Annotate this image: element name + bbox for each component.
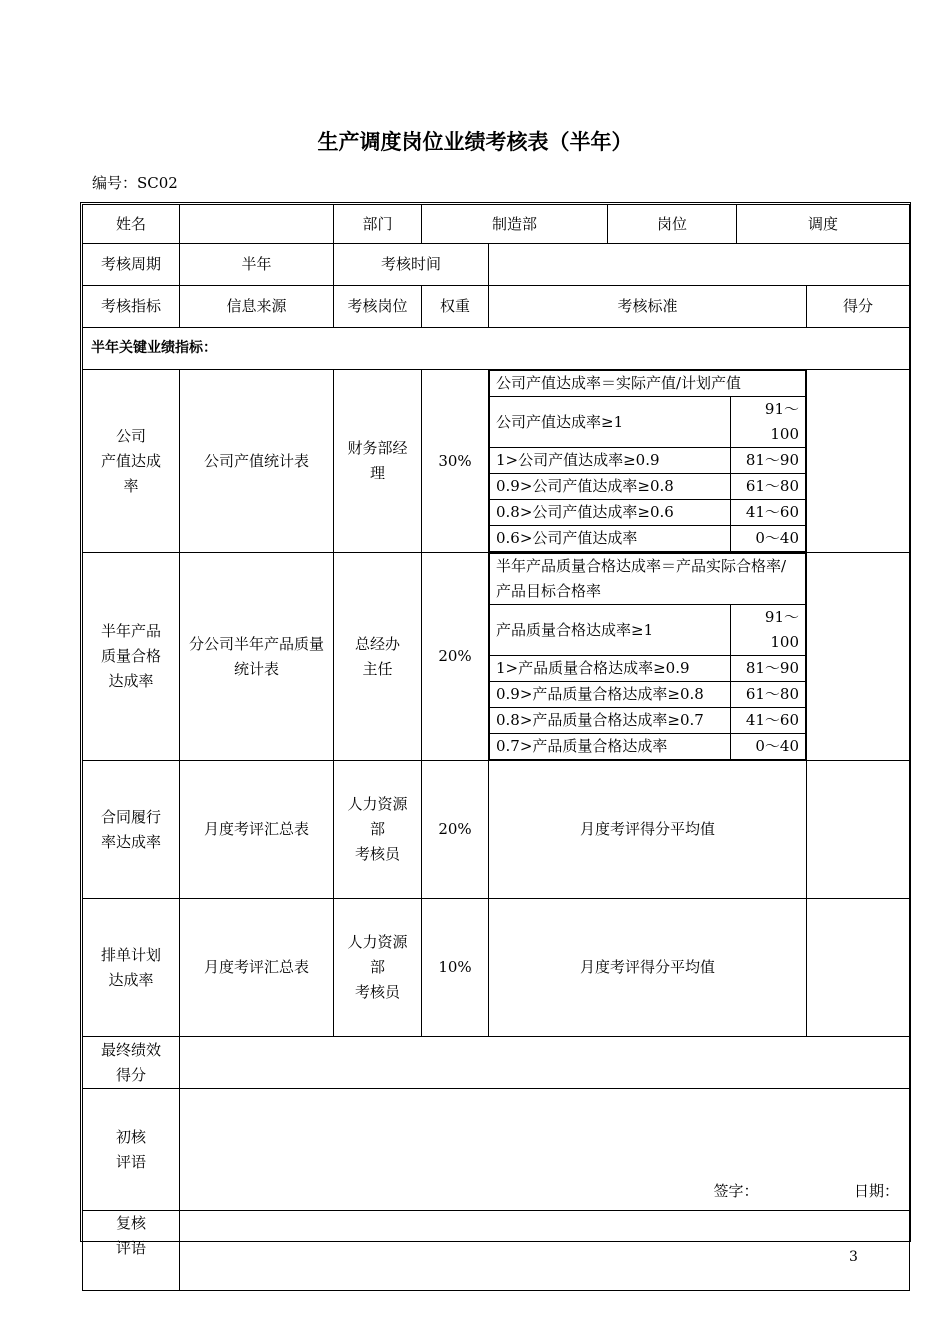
initial-comment-value[interactable] — [180, 1089, 910, 1211]
page-number: 3 — [849, 1249, 858, 1265]
col-weight: 权重 — [422, 286, 489, 328]
col-score: 得分 — [807, 286, 910, 328]
signature-line — [705, 1179, 899, 1204]
kpi-indicator: 合同履行 率达成率 — [83, 761, 180, 899]
kpi-weight: 10% — [422, 899, 489, 1037]
final-score-row — [83, 1037, 910, 1089]
date-label: 日期： — [854, 1182, 900, 1200]
kpi-row — [83, 553, 910, 761]
standard-condition: 产品质量合格达成率≥1 — [490, 605, 731, 656]
standard-score: 61～80 — [731, 474, 806, 500]
standard-condition: 0.8>公司产值达成率≥0.6 — [490, 500, 731, 526]
sign-label: 签字： — [713, 1182, 759, 1200]
standard-score: 91～100 — [731, 397, 806, 448]
col-post: 考核岗位 — [334, 286, 422, 328]
final-score-value[interactable] — [180, 1037, 910, 1089]
name-label: 姓名 — [83, 205, 180, 244]
kpi-weight: 30% — [422, 370, 489, 553]
info-row-2 — [83, 244, 910, 286]
standard-score: 81～90 — [731, 448, 806, 474]
standard-condition: 1>产品质量合格达成率≥0.9 — [490, 656, 731, 682]
standard-condition: 公司产值达成率≥1 — [490, 397, 731, 448]
kpi-row — [83, 899, 910, 1037]
review-comment-value[interactable] — [180, 1211, 910, 1291]
kpi-post: 财务部经 理 — [334, 370, 422, 553]
period-label: 考核周期 — [83, 244, 180, 286]
kpi-row — [83, 370, 910, 553]
standard-score: 91～100 — [731, 605, 806, 656]
standard-score: 41～60 — [731, 708, 806, 734]
standard-score: 0～40 — [731, 734, 806, 760]
kpi-score[interactable] — [807, 553, 910, 761]
standard-condition: 0.6>公司产值达成率 — [490, 526, 731, 552]
name-value[interactable] — [180, 205, 334, 244]
standard-score: 41～60 — [731, 500, 806, 526]
form-code: 编号：SC02 — [92, 174, 178, 192]
dept-value: 制造部 — [422, 205, 608, 244]
kpi-standard — [489, 370, 807, 553]
col-standard: 考核标准 — [489, 286, 807, 328]
kpi-weight: 20% — [422, 553, 489, 761]
assessment-table — [82, 204, 910, 1291]
kpi-score[interactable] — [807, 761, 910, 899]
initial-comment-row — [83, 1089, 910, 1211]
col-indicator: 考核指标 — [83, 286, 180, 328]
time-value[interactable] — [489, 244, 910, 286]
section-title: 半年关键业绩指标： — [83, 328, 910, 370]
kpi-post: 人力资源 部 考核员 — [334, 761, 422, 899]
kpi-standard: 月度考评得分平均值 — [489, 761, 807, 899]
initial-comment-label: 初核 评语 — [83, 1089, 180, 1211]
kpi-post: 人力资源 部 考核员 — [334, 899, 422, 1037]
standard-condition: 0.9>公司产值达成率≥0.8 — [490, 474, 731, 500]
standard-table — [489, 553, 806, 760]
dept-label: 部门 — [334, 205, 422, 244]
period-value: 半年 — [180, 244, 334, 286]
standard-score: 61～80 — [731, 682, 806, 708]
kpi-row — [83, 761, 910, 899]
kpi-source: 公司产值统计表 — [180, 370, 334, 553]
kpi-source: 月度考评汇总表 — [180, 899, 334, 1037]
kpi-weight: 20% — [422, 761, 489, 899]
post-label: 岗位 — [608, 205, 737, 244]
standard-formula: 公司产值达成率＝实际产值/计划产值 — [490, 371, 806, 397]
time-label: 考核时间 — [334, 244, 489, 286]
standard-score: 81～90 — [731, 656, 806, 682]
standard-condition: 0.7>产品质量合格达成率 — [490, 734, 731, 760]
kpi-source: 分公司半年产品质量统计表 — [180, 553, 334, 761]
post-value: 调度 — [737, 205, 910, 244]
kpi-standard — [489, 553, 807, 761]
kpi-source: 月度考评汇总表 — [180, 761, 334, 899]
kpi-indicator: 排单计划 达成率 — [83, 899, 180, 1037]
review-comment-row — [83, 1211, 910, 1291]
kpi-indicator: 半年产品 质量合格 达成率 — [83, 553, 180, 761]
col-source: 信息来源 — [180, 286, 334, 328]
kpi-score[interactable] — [807, 899, 910, 1037]
section-row — [83, 328, 910, 370]
info-row-1 — [83, 205, 910, 244]
standard-score: 0～40 — [731, 526, 806, 552]
standard-condition: 0.8>产品质量合格达成率≥0.7 — [490, 708, 731, 734]
standard-condition: 1>公司产值达成率≥0.9 — [490, 448, 731, 474]
kpi-indicator: 公司 产值达成 率 — [83, 370, 180, 553]
kpi-post: 总经办 主任 — [334, 553, 422, 761]
column-header-row — [83, 286, 910, 328]
review-comment-label: 复核 评语 — [83, 1211, 180, 1291]
standard-formula: 半年产品质量合格达成率＝产品实际合格率/产品目标合格率 — [490, 554, 806, 605]
kpi-standard: 月度考评得分平均值 — [489, 899, 807, 1037]
standard-condition: 0.9>产品质量合格达成率≥0.8 — [490, 682, 731, 708]
kpi-score[interactable] — [807, 370, 910, 553]
page-title: 生产调度岗位业绩考核表（半年） — [317, 130, 633, 154]
standard-table — [489, 370, 806, 552]
final-score-label: 最终绩效 得分 — [83, 1037, 180, 1089]
